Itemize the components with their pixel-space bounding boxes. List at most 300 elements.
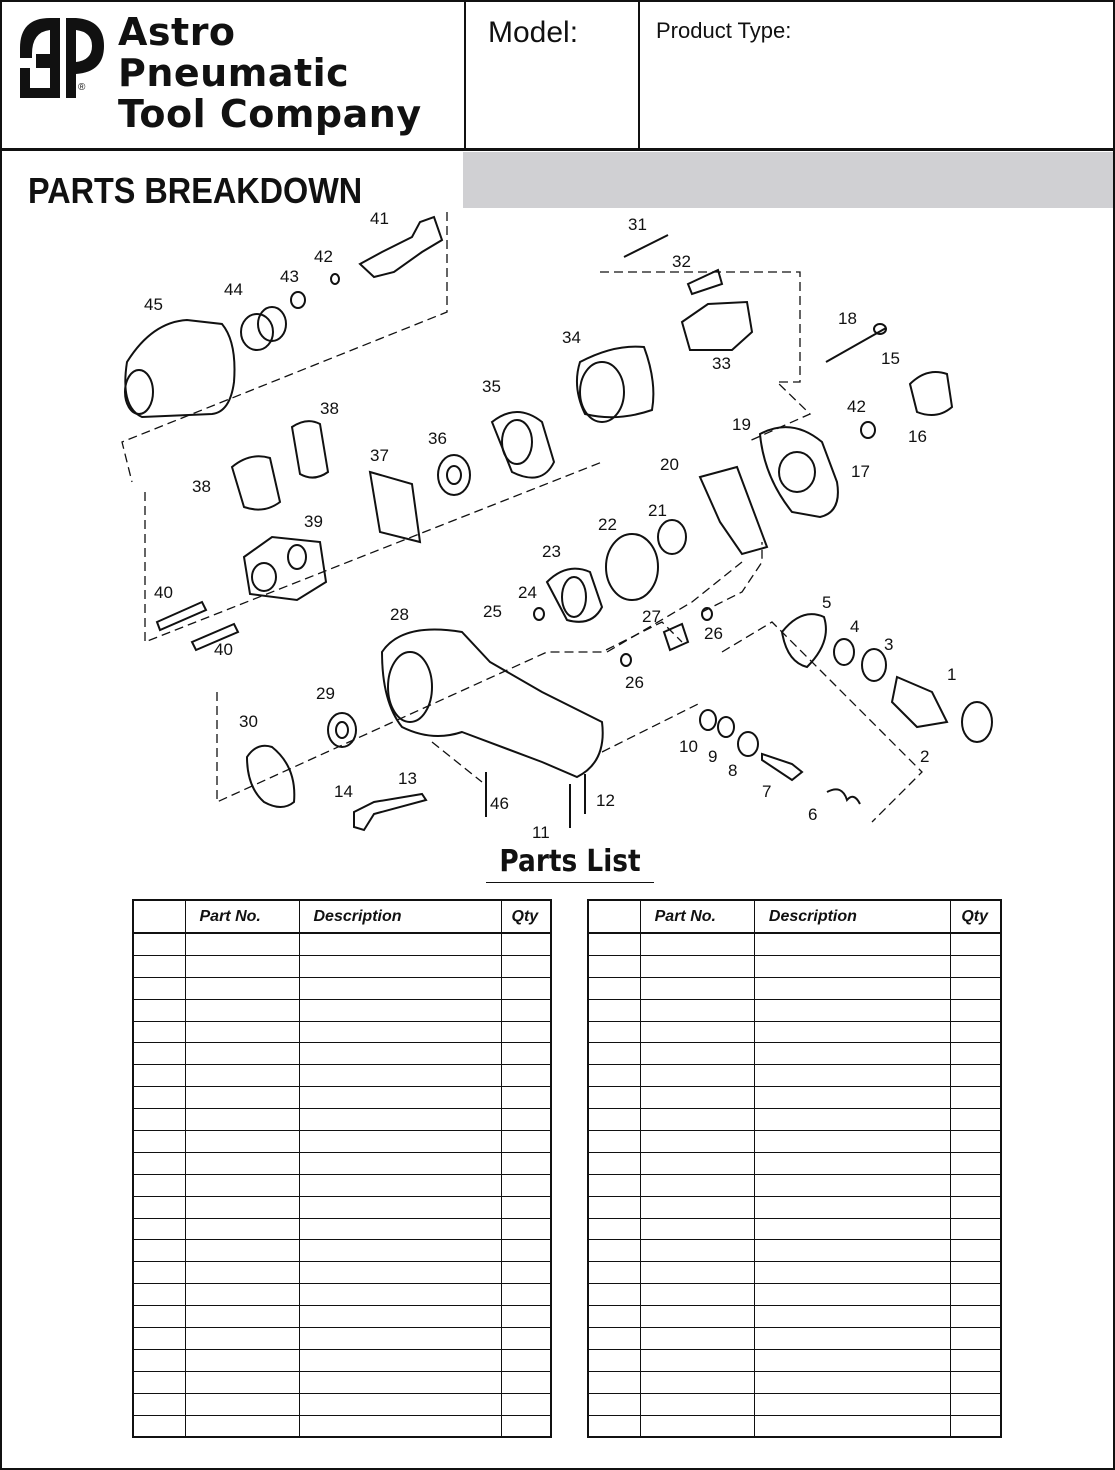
callout-21: 21 <box>648 501 667 520</box>
part-no-cell <box>185 1371 299 1393</box>
part-no-cell <box>640 1065 754 1087</box>
callout-12: 12 <box>596 791 615 810</box>
item-cell <box>588 1043 640 1065</box>
qty-cell <box>951 1284 1001 1306</box>
product-type-label: Product Type: <box>656 18 792 43</box>
part-no-cell <box>640 1284 754 1306</box>
item-cell <box>133 933 185 955</box>
description-cell <box>754 1218 950 1240</box>
description-cell <box>299 1065 501 1087</box>
pin-40a <box>157 602 206 630</box>
rear-plate-30 <box>247 746 294 807</box>
table-row <box>133 1262 551 1284</box>
table-row <box>133 1152 551 1174</box>
item-cell <box>133 1328 185 1350</box>
part-no-cell <box>640 1174 754 1196</box>
item-cell <box>133 1262 185 1284</box>
description-cell <box>299 1174 501 1196</box>
model-cell <box>466 2 640 148</box>
part-no-cell <box>640 1043 754 1065</box>
description-cell <box>754 1284 950 1306</box>
callout-39: 39 <box>304 512 323 531</box>
callout-8: 8 <box>728 761 738 780</box>
item-cell <box>133 1174 185 1196</box>
item-cell <box>133 1109 185 1131</box>
gasket-20 <box>700 467 767 554</box>
item-cell <box>588 1306 640 1328</box>
item-cell <box>133 1065 185 1087</box>
part-no-cell <box>640 1152 754 1174</box>
callout-labels <box>144 209 956 842</box>
callout-45: 45 <box>144 295 163 314</box>
qty-cell <box>951 1306 1001 1328</box>
description-cell <box>299 977 501 999</box>
qty-cell <box>951 1349 1001 1371</box>
valve-stem-13 <box>354 794 426 830</box>
item-cell <box>588 1218 640 1240</box>
part-no-cell <box>185 1328 299 1350</box>
oring-22 <box>606 534 658 600</box>
description-cell <box>299 999 501 1021</box>
title-band <box>463 152 1113 208</box>
table-row <box>588 1065 1001 1087</box>
callout-10: 10 <box>679 737 698 756</box>
table-row <box>588 1328 1001 1350</box>
part-no-cell <box>185 1043 299 1065</box>
callout-31: 31 <box>628 215 647 234</box>
item-cell <box>588 1152 640 1174</box>
description-cell <box>299 1393 501 1415</box>
part-no-cell <box>185 955 299 977</box>
table-row <box>133 999 551 1021</box>
qty-cell <box>951 1065 1001 1087</box>
part-no-cell <box>640 1131 754 1153</box>
company-logo-icon <box>16 14 106 98</box>
item-cell <box>133 1021 185 1043</box>
col-item <box>588 900 640 933</box>
qty-cell <box>501 1196 551 1218</box>
qty-cell <box>501 1152 551 1174</box>
qty-cell <box>501 1415 551 1437</box>
description-cell <box>754 933 950 955</box>
table-row <box>588 977 1001 999</box>
part-no-cell <box>640 1371 754 1393</box>
gasket-37 <box>370 472 420 542</box>
product-type-cell <box>640 2 1113 148</box>
callout-40b: 40 <box>214 640 233 659</box>
callout-2: 2 <box>920 747 930 766</box>
oring-9 <box>718 717 734 737</box>
item-cell <box>133 1284 185 1306</box>
qty-cell <box>951 1240 1001 1262</box>
item-cell <box>588 1196 640 1218</box>
parts-table-left-body <box>133 933 551 1437</box>
qty-cell <box>501 1349 551 1371</box>
qty-cell <box>951 1021 1001 1043</box>
description-cell <box>299 1306 501 1328</box>
item-cell <box>133 1196 185 1218</box>
item-cell <box>133 1087 185 1109</box>
part-no-cell <box>185 1415 299 1437</box>
description-cell <box>754 1109 950 1131</box>
table-row <box>588 999 1001 1021</box>
qty-cell <box>501 999 551 1021</box>
description-cell <box>754 1021 950 1043</box>
description-cell <box>299 1371 501 1393</box>
washer-24 <box>534 608 544 620</box>
description-cell <box>299 1152 501 1174</box>
inlet-1 <box>892 677 947 727</box>
end-plate-15 <box>910 372 952 415</box>
part-no-cell <box>640 999 754 1021</box>
qty-cell <box>501 1371 551 1393</box>
spring-6 <box>827 789 860 804</box>
oring-21 <box>658 520 686 554</box>
rotor-33 <box>682 302 752 350</box>
table-row <box>588 1131 1001 1153</box>
qty-cell <box>501 1021 551 1043</box>
description-cell <box>754 977 950 999</box>
table-row <box>133 1240 551 1262</box>
parts-list-title-rule <box>486 882 654 883</box>
item-cell <box>588 1131 640 1153</box>
item-cell <box>133 1393 185 1415</box>
description-cell <box>754 955 950 977</box>
description-cell <box>299 1240 501 1262</box>
part-no-cell <box>185 1021 299 1043</box>
item-cell <box>133 955 185 977</box>
company-name-line1: Astro Pneumatic <box>118 10 350 95</box>
callout-44: 44 <box>224 280 243 299</box>
table-row <box>588 1109 1001 1131</box>
parts-table-left <box>132 899 552 1438</box>
qty-cell <box>951 1393 1001 1415</box>
table-row <box>133 1371 551 1393</box>
table-row <box>588 1043 1001 1065</box>
callout-24: 24 <box>518 583 537 602</box>
item-cell <box>133 1415 185 1437</box>
item-cell <box>133 1131 185 1153</box>
qty-cell <box>501 1065 551 1087</box>
description-cell <box>754 1328 950 1350</box>
qty-cell <box>501 1306 551 1328</box>
part-no-cell <box>640 1021 754 1043</box>
diagram-parts <box>125 217 992 830</box>
table-row <box>588 1152 1001 1174</box>
part-no-cell <box>640 1109 754 1131</box>
part-no-cell <box>640 1262 754 1284</box>
table-row <box>133 977 551 999</box>
col-description: Description <box>754 900 950 933</box>
callout-17: 17 <box>851 462 870 481</box>
item-cell <box>588 1262 640 1284</box>
table-header-row <box>133 900 551 933</box>
table-row <box>133 1393 551 1415</box>
description-cell <box>299 1021 501 1043</box>
table-row <box>133 933 551 955</box>
table-header-row <box>588 900 1001 933</box>
part-no-cell <box>640 1196 754 1218</box>
table-row <box>588 1284 1001 1306</box>
rear-cover-19 <box>760 427 838 517</box>
oring-26a <box>621 654 631 666</box>
description-cell <box>299 1349 501 1371</box>
table-row <box>133 1196 551 1218</box>
table-row <box>133 1021 551 1043</box>
part-no-cell <box>185 1174 299 1196</box>
callout-22: 22 <box>598 515 617 534</box>
qty-cell <box>951 1218 1001 1240</box>
part-no-cell <box>185 1349 299 1371</box>
part-no-cell <box>640 1306 754 1328</box>
part-no-cell <box>640 1415 754 1437</box>
qty-cell <box>501 1284 551 1306</box>
qty-cell <box>951 1196 1001 1218</box>
reverse-5 <box>782 614 826 667</box>
part-no-cell <box>185 1262 299 1284</box>
table-row <box>133 1218 551 1240</box>
description-cell <box>754 1065 950 1087</box>
callout-35: 35 <box>482 377 501 396</box>
qty-cell <box>501 955 551 977</box>
col-qty: Qty <box>501 900 551 933</box>
qty-cell <box>951 955 1001 977</box>
parts-table-right <box>587 899 1002 1438</box>
company-name <box>118 12 464 135</box>
bushing-44 <box>241 314 273 350</box>
callout-1: 1 <box>947 665 957 684</box>
item-cell <box>133 1349 185 1371</box>
table-row <box>588 1021 1001 1043</box>
valve-7 <box>762 754 802 780</box>
hammer-cage-39 <box>244 537 326 600</box>
table-row <box>588 933 1001 955</box>
table-row <box>133 1415 551 1437</box>
item-cell <box>588 933 640 955</box>
description-cell <box>754 999 950 1021</box>
table-row <box>588 1349 1001 1371</box>
qty-cell <box>951 1087 1001 1109</box>
callout-13: 13 <box>398 769 417 788</box>
callout-5: 5 <box>822 593 832 612</box>
exploded-diagram <box>102 202 1112 852</box>
table-row <box>133 1306 551 1328</box>
callout-26a: 26 <box>625 673 644 692</box>
qty-cell <box>501 1218 551 1240</box>
table-row <box>588 1371 1001 1393</box>
section-title: PARTS BREAKDOWN <box>28 170 363 211</box>
description-cell <box>299 1262 501 1284</box>
item-cell <box>588 1109 640 1131</box>
part-no-cell <box>640 977 754 999</box>
col-qty: Qty <box>951 900 1001 933</box>
callout-32: 32 <box>672 252 691 271</box>
item-cell <box>588 1415 640 1437</box>
col-description: Description <box>299 900 501 933</box>
description-cell <box>754 1174 950 1196</box>
qty-cell <box>501 1131 551 1153</box>
item-cell <box>133 1306 185 1328</box>
bearing-36 <box>438 455 470 495</box>
company-name-line2: Tool Company <box>118 92 422 136</box>
part-no-cell <box>640 1328 754 1350</box>
table-row <box>588 1196 1001 1218</box>
description-cell <box>299 1328 501 1350</box>
callout-41: 41 <box>370 209 389 228</box>
callout-28: 28 <box>390 605 409 624</box>
qty-cell <box>951 933 1001 955</box>
callout-6: 6 <box>808 805 818 824</box>
callout-42b: 42 <box>847 397 866 416</box>
qty-cell <box>951 1371 1001 1393</box>
registered-mark: ® <box>78 82 86 93</box>
table-row <box>133 1087 551 1109</box>
description-cell <box>754 1262 950 1284</box>
callout-23: 23 <box>542 542 561 561</box>
qty-cell <box>951 1262 1001 1284</box>
part-no-cell <box>185 1306 299 1328</box>
part-no-cell <box>185 1131 299 1153</box>
description-cell <box>299 1218 501 1240</box>
qty-cell <box>951 1152 1001 1174</box>
callout-9: 9 <box>708 747 718 766</box>
callout-14: 14 <box>334 782 353 801</box>
table-row <box>588 1262 1001 1284</box>
table-row <box>133 1328 551 1350</box>
callout-42a: 42 <box>314 247 333 266</box>
description-cell <box>299 933 501 955</box>
item-cell <box>133 1218 185 1240</box>
item-cell <box>588 1328 640 1350</box>
part-no-cell <box>185 1284 299 1306</box>
hammer-38a <box>232 456 280 509</box>
qty-cell <box>951 999 1001 1021</box>
cylinder-34 <box>577 347 653 418</box>
table-row <box>133 1349 551 1371</box>
callout-38b: 38 <box>320 399 339 418</box>
callout-27: 27 <box>642 607 661 626</box>
part-no-cell <box>185 1240 299 1262</box>
vane-32 <box>688 270 722 294</box>
callout-33: 33 <box>712 354 731 373</box>
oring-3 <box>862 649 886 681</box>
callout-46: 46 <box>490 794 509 813</box>
description-cell <box>754 1196 950 1218</box>
table-row <box>588 1393 1001 1415</box>
callout-16: 16 <box>908 427 927 446</box>
part-no-cell <box>640 1218 754 1240</box>
oring-4 <box>834 639 854 665</box>
qty-cell <box>951 1131 1001 1153</box>
callout-34: 34 <box>562 328 581 347</box>
hammer-38b <box>292 421 328 477</box>
description-cell <box>754 1240 950 1262</box>
part-no-cell <box>185 1087 299 1109</box>
callout-36: 36 <box>428 429 447 448</box>
part-no-cell <box>640 955 754 977</box>
item-cell <box>133 1043 185 1065</box>
part-no-cell <box>185 1152 299 1174</box>
item-cell <box>588 1087 640 1109</box>
bushing-8 <box>738 732 758 756</box>
part-no-cell <box>185 1393 299 1415</box>
callout-4: 4 <box>850 617 860 636</box>
description-cell <box>299 1087 501 1109</box>
item-cell <box>133 999 185 1021</box>
item-cell <box>588 1371 640 1393</box>
callout-26b: 26 <box>704 624 723 643</box>
description-cell <box>299 1109 501 1131</box>
bearing-29 <box>328 713 356 747</box>
table-row <box>588 1306 1001 1328</box>
qty-cell <box>501 1262 551 1284</box>
qty-cell <box>501 1043 551 1065</box>
callout-25: 25 <box>483 602 502 621</box>
qty-cell <box>951 1415 1001 1437</box>
table-row <box>133 1174 551 1196</box>
table-row <box>588 1240 1001 1262</box>
hammer-case-45 <box>125 320 234 417</box>
part-no-cell <box>640 1240 754 1262</box>
logo-cell <box>2 2 466 148</box>
oring-43 <box>291 292 305 308</box>
description-cell <box>299 1131 501 1153</box>
description-cell <box>754 1087 950 1109</box>
washer-42 <box>331 274 339 284</box>
description-cell <box>754 1152 950 1174</box>
qty-cell <box>501 933 551 955</box>
table-row <box>588 1174 1001 1196</box>
table-row <box>588 1087 1001 1109</box>
qty-cell <box>501 1328 551 1350</box>
callout-29: 29 <box>316 684 335 703</box>
item-cell <box>588 1021 640 1043</box>
qty-cell <box>951 1109 1001 1131</box>
item-cell <box>133 977 185 999</box>
table-row <box>133 1109 551 1131</box>
table-row <box>588 1218 1001 1240</box>
item-cell <box>588 999 640 1021</box>
callout-20: 20 <box>660 455 679 474</box>
qty-cell <box>501 1109 551 1131</box>
callout-30: 30 <box>239 712 258 731</box>
description-cell <box>299 1043 501 1065</box>
table-row <box>133 1131 551 1153</box>
col-part-no: Part No. <box>640 900 754 933</box>
qty-cell <box>501 1174 551 1196</box>
callout-40a: 40 <box>154 583 173 602</box>
part-no-cell <box>640 1087 754 1109</box>
qty-cell <box>501 1393 551 1415</box>
item-cell <box>588 1174 640 1196</box>
item-cell <box>588 1284 640 1306</box>
part-no-cell <box>185 1065 299 1087</box>
header <box>2 2 1113 151</box>
item-cell <box>588 1065 640 1087</box>
qty-cell <box>501 1087 551 1109</box>
callout-38a: 38 <box>192 477 211 496</box>
qty-cell <box>951 1043 1001 1065</box>
item-cell <box>133 1371 185 1393</box>
table-row <box>133 1065 551 1087</box>
table-row <box>133 1284 551 1306</box>
part-no-cell <box>640 933 754 955</box>
callout-15: 15 <box>881 349 900 368</box>
hammer-case-45-opening <box>125 370 153 414</box>
description-cell <box>754 1371 950 1393</box>
oring-42b <box>861 422 875 438</box>
item-cell <box>588 1393 640 1415</box>
